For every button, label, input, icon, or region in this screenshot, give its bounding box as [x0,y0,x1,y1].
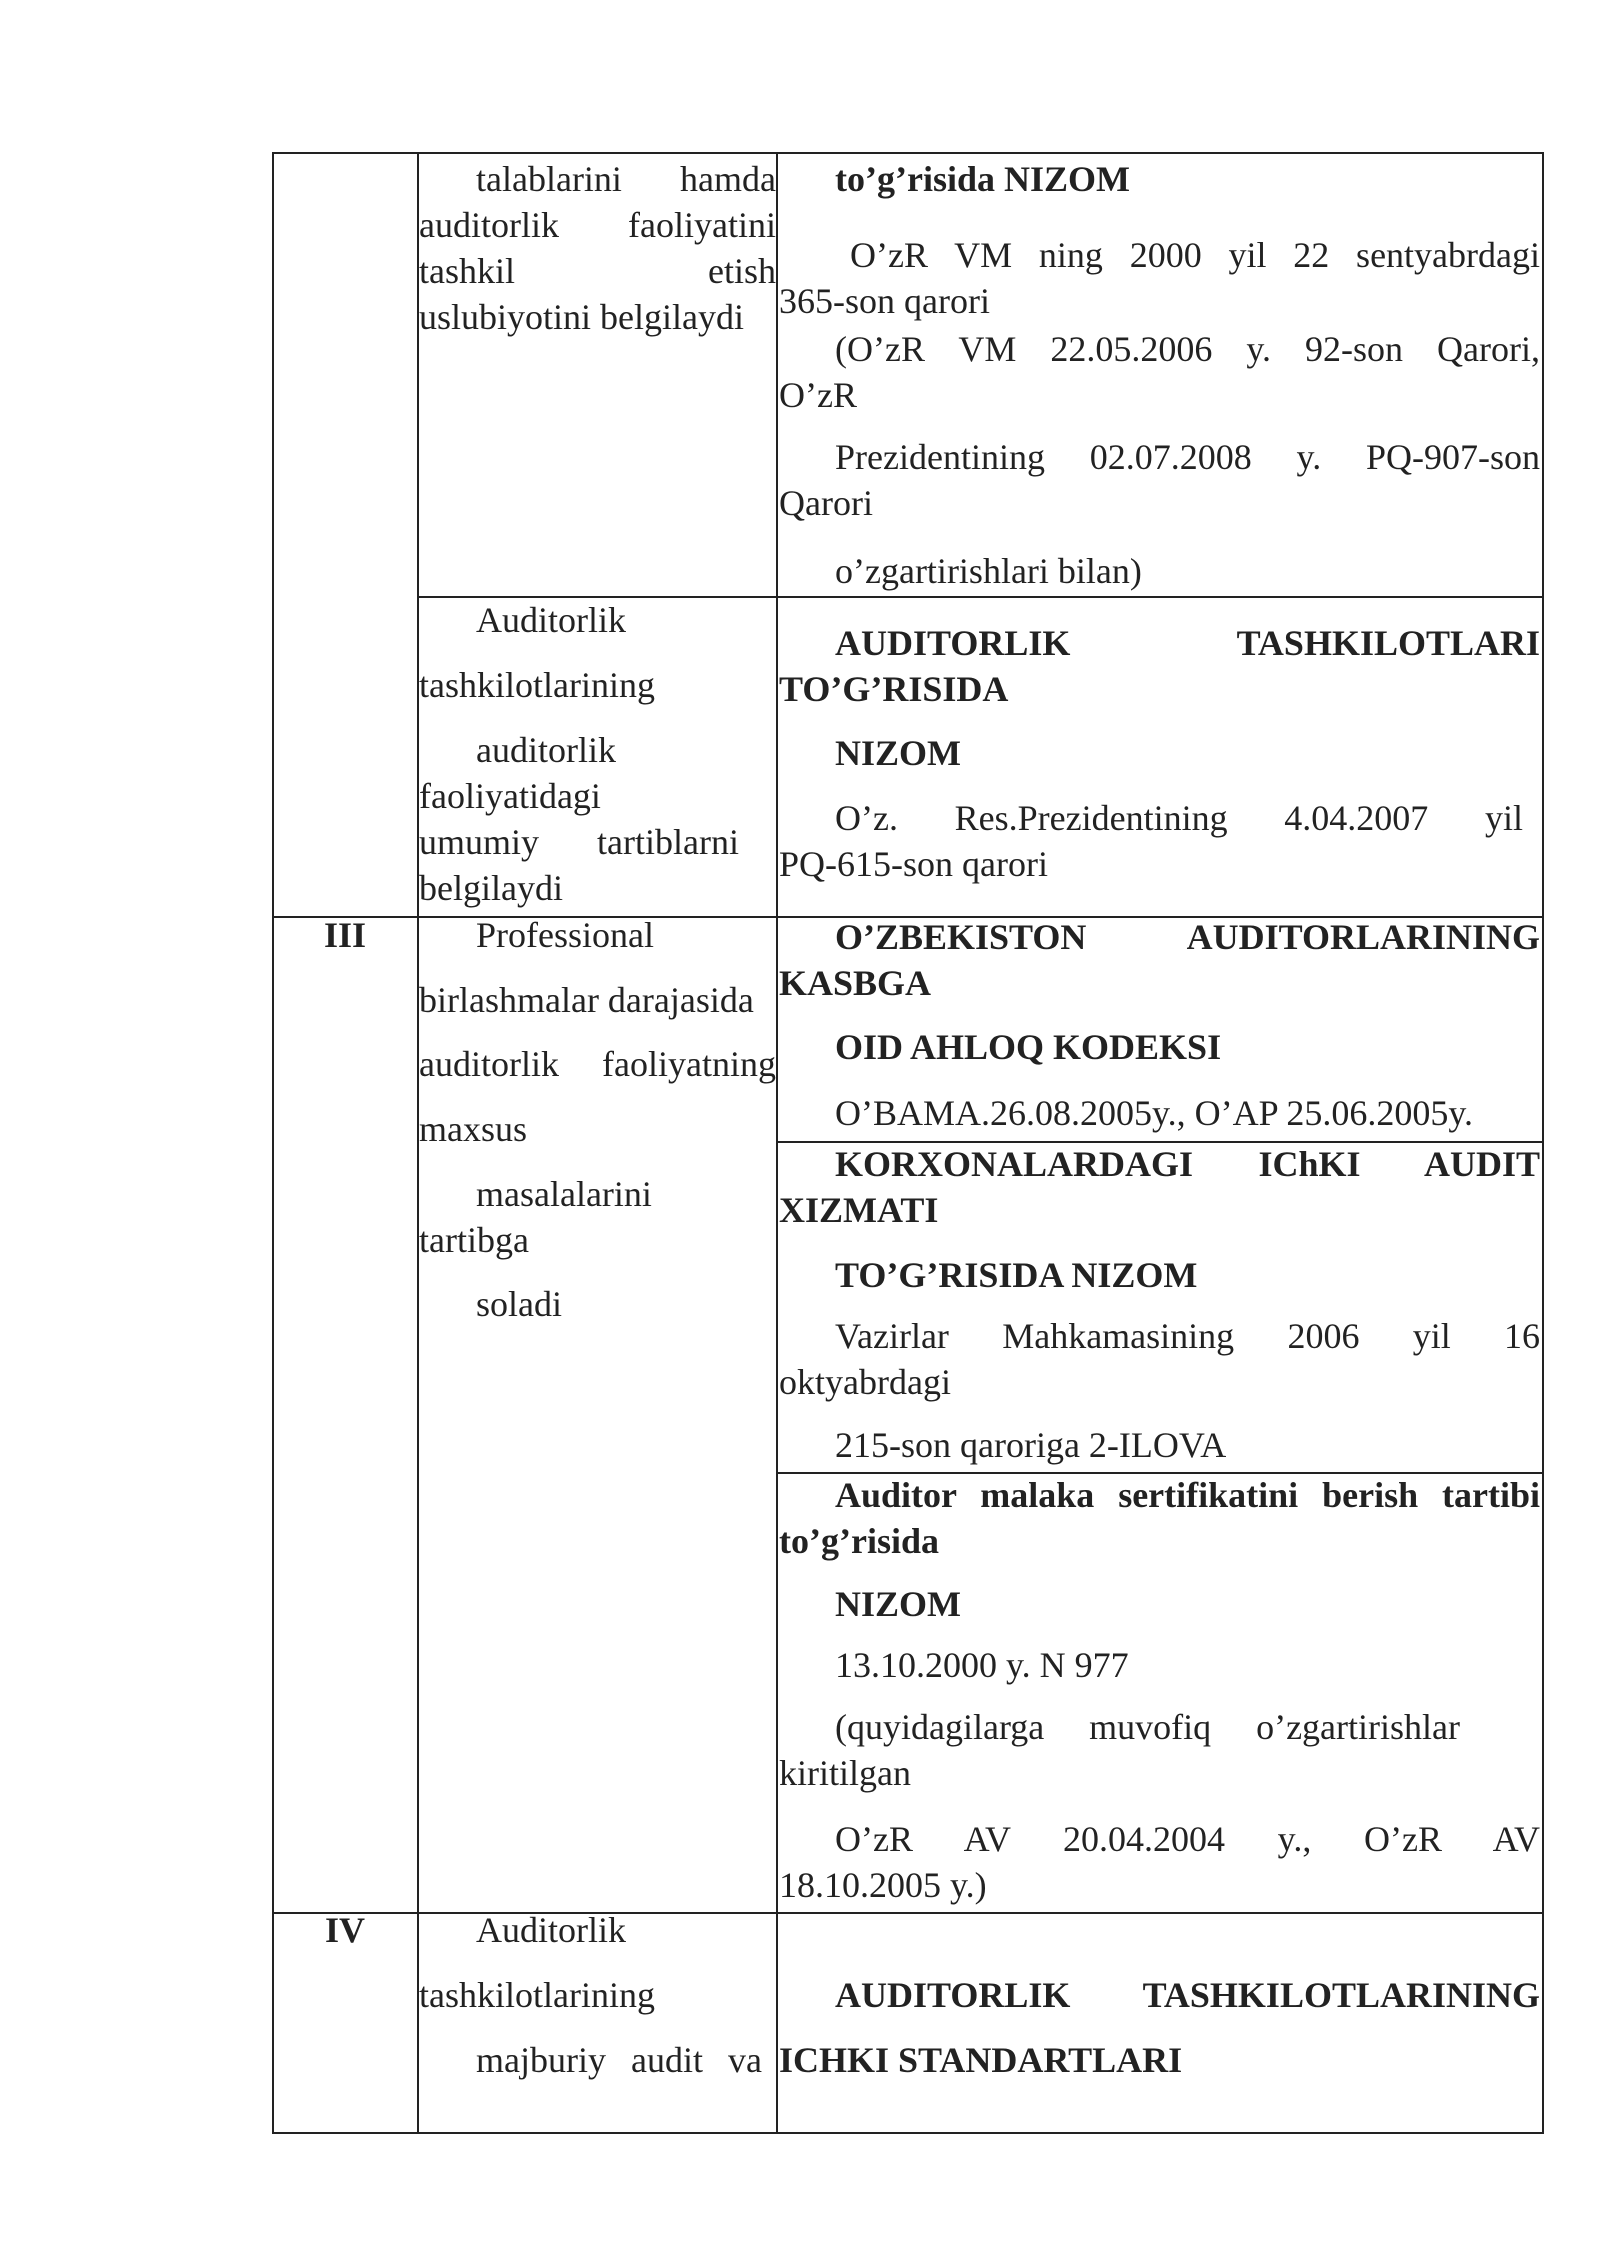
description-line: majburiy audit va [476,2040,762,2080]
document-title: AUDITORLIK TASHKILOTLARI [835,623,1540,663]
table-border-right [1542,152,1544,2134]
document-line: 18.10.2005 y.) [779,1865,987,1905]
document-line: O’zR VM ning 2000 yil 22 sentyabrdagi [850,235,1540,275]
document-line: o’zgartirishlari bilan) [835,551,1142,591]
word: auditorlik [419,205,559,245]
row-number: III [323,915,367,955]
description-line: tartibga [419,1220,529,1260]
description-line: auditorlik faoliyatning [419,1044,776,1084]
description-line [419,248,776,294]
document-title: XIZMATI [779,1190,939,1230]
description-line: maxsus [419,1109,527,1149]
document-line: kiritilgan [779,1753,911,1793]
word: hamda [680,159,776,199]
description-line: masalalarini [476,1174,652,1214]
document-line: Vazirlar Mahkamasining 2006 yil 16 [835,1316,1540,1356]
document-line: Prezidentining 02.07.2008 y. PQ-907-son [835,437,1540,477]
word: faoliyatini [628,205,776,245]
description-line: auditorlik [476,730,616,770]
document-title: O’ZBEKISTON AUDITORLARINING [835,917,1540,957]
document-title: NIZOM [835,733,961,773]
table-border-top [272,152,1544,154]
table-border-bottom [272,2132,1544,2134]
document-title: to’g’risida [779,1521,939,1561]
document-title: Auditor malaka sertifikatini berish tartibi [835,1475,1540,1515]
description-line: tashkilotlarining [419,665,655,705]
description-line [419,156,776,202]
table-border-left [272,152,274,2134]
document-title: AUDITORLIK TASHKILOTLARINING [835,1975,1540,2015]
description-line: faoliyatidagi [419,776,601,816]
description-line: Professional [476,915,654,955]
document-line: O’z. Res.Prezidentining 4.04.2007 yil [835,798,1523,838]
word: talablarini [476,159,622,199]
document-line: Qarori [779,483,873,523]
row-number: IV [324,1910,365,1950]
description-line [419,202,776,248]
description-line: Auditorlik [476,600,626,640]
description-line: birlashmalar darajasida [419,980,754,1020]
document-line: PQ-615-son qarori [779,844,1048,884]
document-line: (O’zR VM 22.05.2006 y. 92-son Qarori, [835,329,1540,369]
word: etish [708,251,776,291]
document-line: O’BAMA.26.08.2005y., O’AP 25.06.2005y. [835,1093,1473,1133]
document-line: oktyabrdagi [779,1362,951,1402]
description-line: belgilaydi [419,868,563,908]
document-title: to’g’risida NIZOM [835,159,1130,199]
description-line: umumiy tartiblarni [419,822,739,862]
word: tashkil [419,251,515,291]
column-divider-2 [776,152,778,2134]
document-title: TO’G’RISIDA NIZOM [835,1255,1198,1295]
document-line: 215-son qaroriga 2-ILOVA [835,1425,1227,1465]
document-line: O’zR AV 20.04.2004 y., O’zR AV [835,1819,1540,1859]
document-line: 13.10.2000 y. N 977 [835,1645,1129,1685]
document-title: KORXONALARDAGI IChKI AUDIT [835,1144,1540,1184]
row-divider-3 [272,1912,1544,1914]
description-line: uslubiyotini belgilaydi [419,297,744,337]
document-line: O’zR [779,375,857,415]
description-line: tashkilotlarining [419,1975,655,2015]
document-title: TO’G’RISIDA [779,669,1009,709]
description-line: soladi [476,1284,562,1324]
document-title: ICHKI STANDARTLARI [779,2040,1183,2080]
document-title: OID AHLOQ KODEKSI [835,1027,1222,1067]
document-line: 365-son qarori [779,281,990,321]
description-line: Auditorlik [476,1910,626,1950]
document-line: (quyidagilarga muvofiq o’zgartirishlar [835,1707,1460,1747]
document-title: NIZOM [835,1584,961,1624]
document-title: KASBGA [779,963,932,1003]
